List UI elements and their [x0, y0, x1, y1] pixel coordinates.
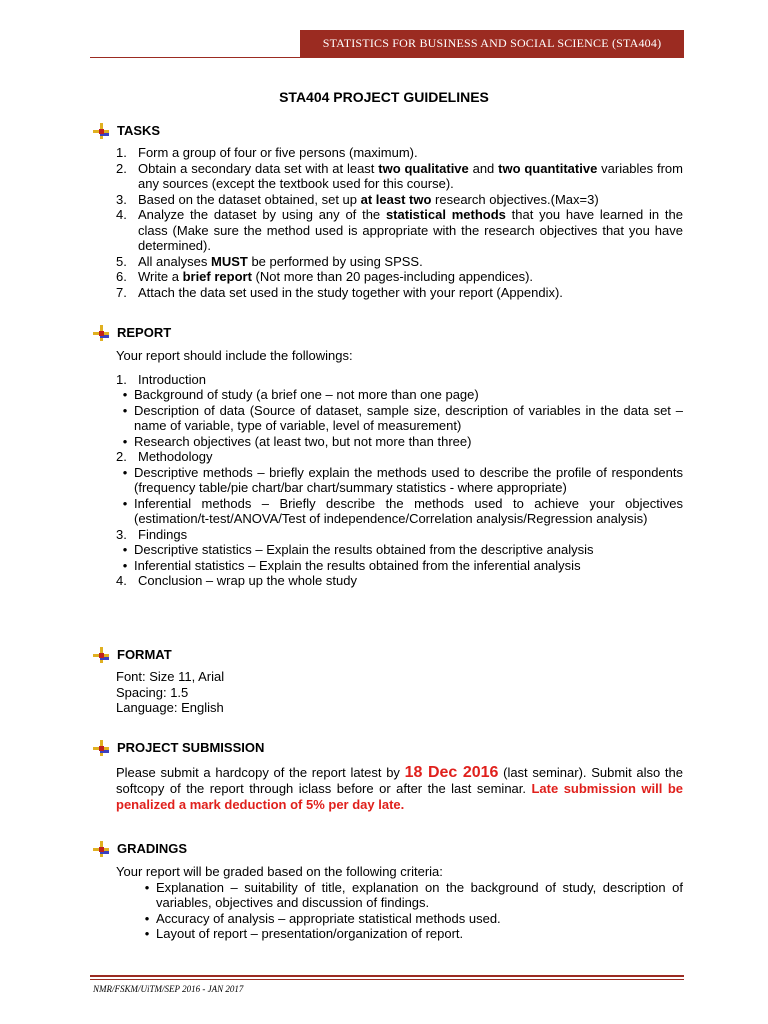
section-bullet-icon — [93, 841, 109, 857]
section-bullet-icon — [93, 740, 109, 756]
gradings-intro: Your report will be graded based on the following criteria: — [116, 864, 443, 879]
format-heading — [93, 646, 683, 664]
list-item: • Accuracy of analysis – appropriate statistical methods used. — [144, 910, 501, 926]
list-item: 6. Write a brief report (Not more than 20 pages-including appendices). — [116, 269, 534, 284]
list-item: • Layout of report – presentation/organization of report. — [144, 926, 464, 941]
list-item: • Explanation – suitability of title, explanation on the background of study, description of variables, objectives and discussion of findings. — [144, 879, 683, 910]
format-heading-label: FORMAT — [117, 647, 172, 663]
gradings-bullets — [116, 880, 683, 942]
introduction-bullets — [116, 387, 683, 449]
submission-deadline: 18 Dec 2016 — [404, 764, 499, 781]
list-item: 3. Findings — [116, 526, 188, 542]
gradings-section — [93, 840, 683, 942]
section-bullet-icon — [93, 123, 109, 139]
format-section — [93, 646, 683, 716]
format-font: Font: Size 11, Arial — [116, 669, 225, 684]
list-item: • Descriptive statistics – Explain the results obtained from the descriptive analysis — [122, 542, 594, 557]
list-item: 2. Obtain a secondary data set with at least two qualitative and two quantitative variables from any sources (except the textbook used for this course). — [116, 160, 683, 191]
report-heading — [93, 324, 683, 342]
late-penalty-warning: Late submission will be penalized a mark deduction of 5% per day late. — [116, 781, 684, 812]
list-item: • Description of data (Source of dataset, sample size, description of variables in the data set – name of variable, type of variable, level of measurement) — [122, 402, 683, 433]
list-item: 5. All analyses MUST be performed by using SPSS. — [116, 253, 423, 269]
submission-section — [93, 739, 683, 813]
page-title: STA404 PROJECT GUIDELINES — [279, 89, 489, 105]
footer-text: NMR/FSKM/UiTM/SEP 2016 - JAN 2017 — [93, 984, 244, 994]
list-item: • Inferential statistics – Explain the results obtained from the inferential analysis — [122, 557, 581, 573]
list-item: • Background of study (a brief one – not more than one page) — [122, 387, 479, 402]
list-item: 1. Introduction — [116, 371, 206, 387]
gradings-heading — [93, 840, 683, 858]
list-item: • Inferential methods – Briefly describe the methods used to achieve your objectives (estimation/t-test/ANOVA/Test of independence/Correlation analysis/Regression analysis) — [122, 495, 683, 526]
header-rule — [90, 57, 684, 58]
footer-rule-thin — [90, 979, 684, 980]
report-list — [116, 372, 683, 388]
tasks-list — [116, 145, 683, 300]
submission-text: Please submit a hardcopy of the report latest by 18 Dec 2016 (last seminar). Submit also the softcopy of the report through iclass before or after the last seminar. Late submission will be penalized a mark deduction of 5% per day late. — [116, 764, 684, 812]
list-item: 2. Methodology — [116, 449, 213, 464]
format-spacing: Spacing: 1.5 — [116, 684, 189, 700]
tasks-heading — [93, 122, 683, 140]
section-bullet-icon — [93, 647, 109, 663]
report-heading-label: REPORT — [117, 325, 172, 341]
list-item: 4. Conclusion – wrap up the whole study — [116, 573, 357, 588]
list-item: 1. Form a group of four or five persons (maximum). — [116, 145, 418, 160]
course-header: STATISTICS FOR BUSINESS AND SOCIAL SCIENCE (STA404) — [300, 30, 684, 57]
list-item: 7. Attach the data set used in the study together with your report (Appendix). — [116, 284, 563, 300]
list-item: 3. Based on the dataset obtained, set up at least two research objectives.(Max=3) — [116, 191, 599, 207]
tasks-section — [93, 122, 683, 300]
list-item: • Descriptive methods – briefly explain the methods used to describe the profile of respondents (frequency table/pie chart/bar chart/summary statistics - where appropriate) — [122, 464, 683, 495]
submission-heading — [93, 739, 683, 757]
findings-bullets — [116, 542, 683, 573]
methodology-bullets — [116, 465, 683, 527]
report-intro: Your report should include the followings: — [116, 348, 353, 363]
list-item: • Research objectives (at least two, but not more than three) — [122, 433, 472, 449]
tasks-heading-label: TASKS — [117, 123, 161, 139]
submission-heading-label: PROJECT SUBMISSION — [117, 740, 265, 756]
footer-rule — [90, 975, 684, 977]
section-bullet-icon — [93, 325, 109, 341]
gradings-heading-label: GRADINGS — [117, 841, 188, 857]
format-language: Language: English — [116, 700, 224, 715]
report-section — [93, 324, 683, 589]
list-item: 4. Analyze the dataset by using any of the statistical methods that you have learned in the class (Make sure the method used is appropriate with the research objectives that you have determined). — [116, 207, 684, 253]
